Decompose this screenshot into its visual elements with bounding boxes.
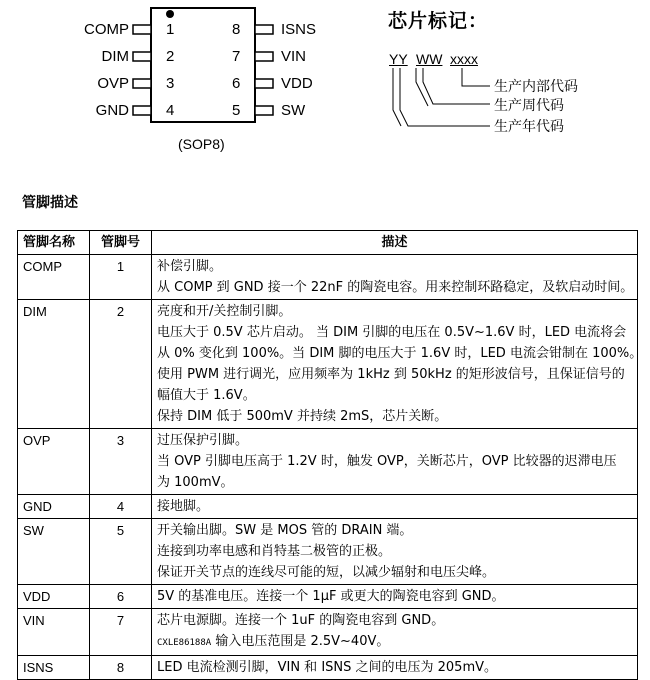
connector-line — [416, 68, 428, 106]
pin-lead — [133, 52, 151, 61]
pin-number-cell: 5 — [90, 519, 152, 585]
header-pin-name: 管脚名称 — [18, 231, 90, 255]
pin-name-cell: OVP — [18, 429, 90, 495]
description-line: 当 OVP 引脚电压高于 1.2V 时，触发 OVP，关断芯片，OVP 比较器的迟滞电压 — [157, 454, 617, 469]
table-row — [18, 609, 638, 656]
marking-code-year: YY — [389, 51, 408, 67]
description-line: 幅值大于 1.6V。 — [157, 388, 256, 403]
marking-label-internal: 生产内部代码 — [494, 79, 578, 95]
pin-number-cell: 4 — [90, 495, 152, 519]
pin-label-right: VIN — [281, 48, 307, 65]
watermark-note: CXLE86188A — [157, 638, 212, 648]
table-row — [18, 255, 638, 300]
description-line: 保证开关节点的连线尽可能的短，以减少辐射和电压尖峰。 — [157, 565, 496, 580]
table-row — [18, 495, 638, 519]
description-line — [157, 631, 632, 654]
description-cell — [152, 255, 638, 300]
pin-number-cell: 3 — [90, 429, 152, 495]
description-line: 接地脚。 — [157, 499, 210, 514]
pin-label-left: GND — [95, 102, 129, 119]
pin-label-right: ISNS — [281, 21, 317, 38]
pin-number-cell: 2 — [90, 300, 152, 429]
description-text: 输入电压范围是 2.5V~40V。 — [215, 634, 390, 649]
table-row — [18, 656, 638, 680]
pin-number-cell: 7 — [90, 609, 152, 656]
pin-lead — [255, 52, 273, 61]
marking-connector-lines — [380, 60, 500, 135]
pin-lead — [133, 79, 151, 88]
pin-number-cell: 8 — [90, 656, 152, 680]
pin-name-cell: ISNS — [18, 656, 90, 680]
pin-number: 4 — [166, 102, 175, 119]
description-line: 电压大于 0.5V 芯片启动。 当 DIM 引脚的电压在 0.5V~1.6V 时，LED 电流将会 — [157, 325, 627, 340]
pin-number: 2 — [166, 48, 175, 65]
connector-line — [400, 68, 490, 126]
pin-lead — [133, 106, 151, 115]
pin-number: 5 — [232, 102, 241, 119]
marking-title: 芯片标记： — [388, 10, 489, 32]
marking-label-week: 生产周代码 — [494, 98, 564, 114]
marking-code-internal: xxxx — [450, 51, 478, 67]
description-line: 过压保护引脚。 — [157, 433, 249, 448]
description-cell — [152, 300, 643, 429]
description-line: 使用 PWM 进行调光，应用频率为 1kHz 到 50kHz 的矩形波信号，且保证信号的 — [157, 367, 625, 382]
description-line: 从 COMP 到 GND 接一个 22nF 的陶瓷电容。用来控制环路稳定，及软启动时间。 — [157, 280, 634, 295]
pin-name-cell: DIM — [18, 300, 90, 429]
table-row — [18, 585, 638, 609]
pin-number: 8 — [232, 21, 241, 38]
marking-code-week: WW — [416, 51, 443, 67]
marking-label-year: 生产年代码 — [494, 119, 564, 135]
description-cell — [152, 495, 638, 519]
pin-name-cell: SW — [18, 519, 90, 585]
description-cell — [152, 519, 638, 585]
description-line: 连接到功率电感和肖特基二极管的正极。 — [157, 544, 392, 559]
description-line: 芯片电源脚。连接一个 1uF 的陶瓷电容到 GND。 — [157, 613, 445, 628]
section-title: 管脚描述 — [22, 195, 78, 211]
pin-label-left: OVP — [97, 75, 129, 92]
pin-number-cell: 1 — [90, 255, 152, 300]
pin-name-cell: COMP — [18, 255, 90, 300]
pin-lead — [133, 25, 151, 34]
pin-description-table — [17, 230, 643, 680]
description-line: 保持 DIM 低于 500mV 并持续 2mS，芯片关断。 — [157, 409, 448, 424]
description-cell — [152, 656, 638, 680]
table-header-row — [18, 231, 638, 255]
description-line: 亮度和开/关控制引脚。 — [157, 304, 292, 319]
pin-name-cell: VDD — [18, 585, 90, 609]
pin-number-cell: 6 — [90, 585, 152, 609]
pin-lead — [255, 106, 273, 115]
table-row — [18, 429, 638, 495]
description-line: 5V 的基准电压。连接一个 1μF 或更大的陶瓷电容到 GND。 — [157, 589, 505, 604]
description-line: 为 100mV。 — [157, 475, 234, 490]
description-cell — [152, 585, 638, 609]
description-line: LED 电流检测引脚，VIN 和 ISNS 之间的电压为 205mV。 — [157, 660, 498, 675]
description-line: 从 0% 变化到 100%。当 DIM 脚的电压大于 1.6V 时，LED 电流会钳制在 100%。 — [157, 346, 643, 361]
pin-label-left: DIM — [101, 48, 129, 65]
table-row — [18, 300, 638, 429]
pin-number: 1 — [166, 21, 175, 38]
pin-lead — [255, 79, 273, 88]
pin-label-right: VDD — [281, 75, 313, 92]
description-line: 补偿引脚。 — [157, 259, 223, 274]
pin-number: 6 — [232, 75, 241, 92]
connector-line — [462, 68, 490, 86]
package-caption: (SOP8) — [178, 136, 225, 152]
description-line: 开关输出脚。SW 是 MOS 管的 DRAIN 端。 — [157, 523, 413, 538]
description-cell — [152, 429, 638, 495]
pin1-dot-icon — [166, 10, 174, 18]
pin-number: 7 — [232, 48, 241, 65]
header-description: 描述 — [152, 231, 638, 255]
pin-number: 3 — [166, 75, 175, 92]
pin-name-cell: VIN — [18, 609, 90, 656]
table-row — [18, 519, 638, 585]
pin-label-left: COMP — [84, 21, 129, 38]
header-pin-number: 管脚号 — [90, 231, 152, 255]
description-cell — [152, 609, 638, 656]
pin-label-right: SW — [281, 102, 306, 119]
pin-lead — [255, 25, 273, 34]
pin-name-cell: GND — [18, 495, 90, 519]
